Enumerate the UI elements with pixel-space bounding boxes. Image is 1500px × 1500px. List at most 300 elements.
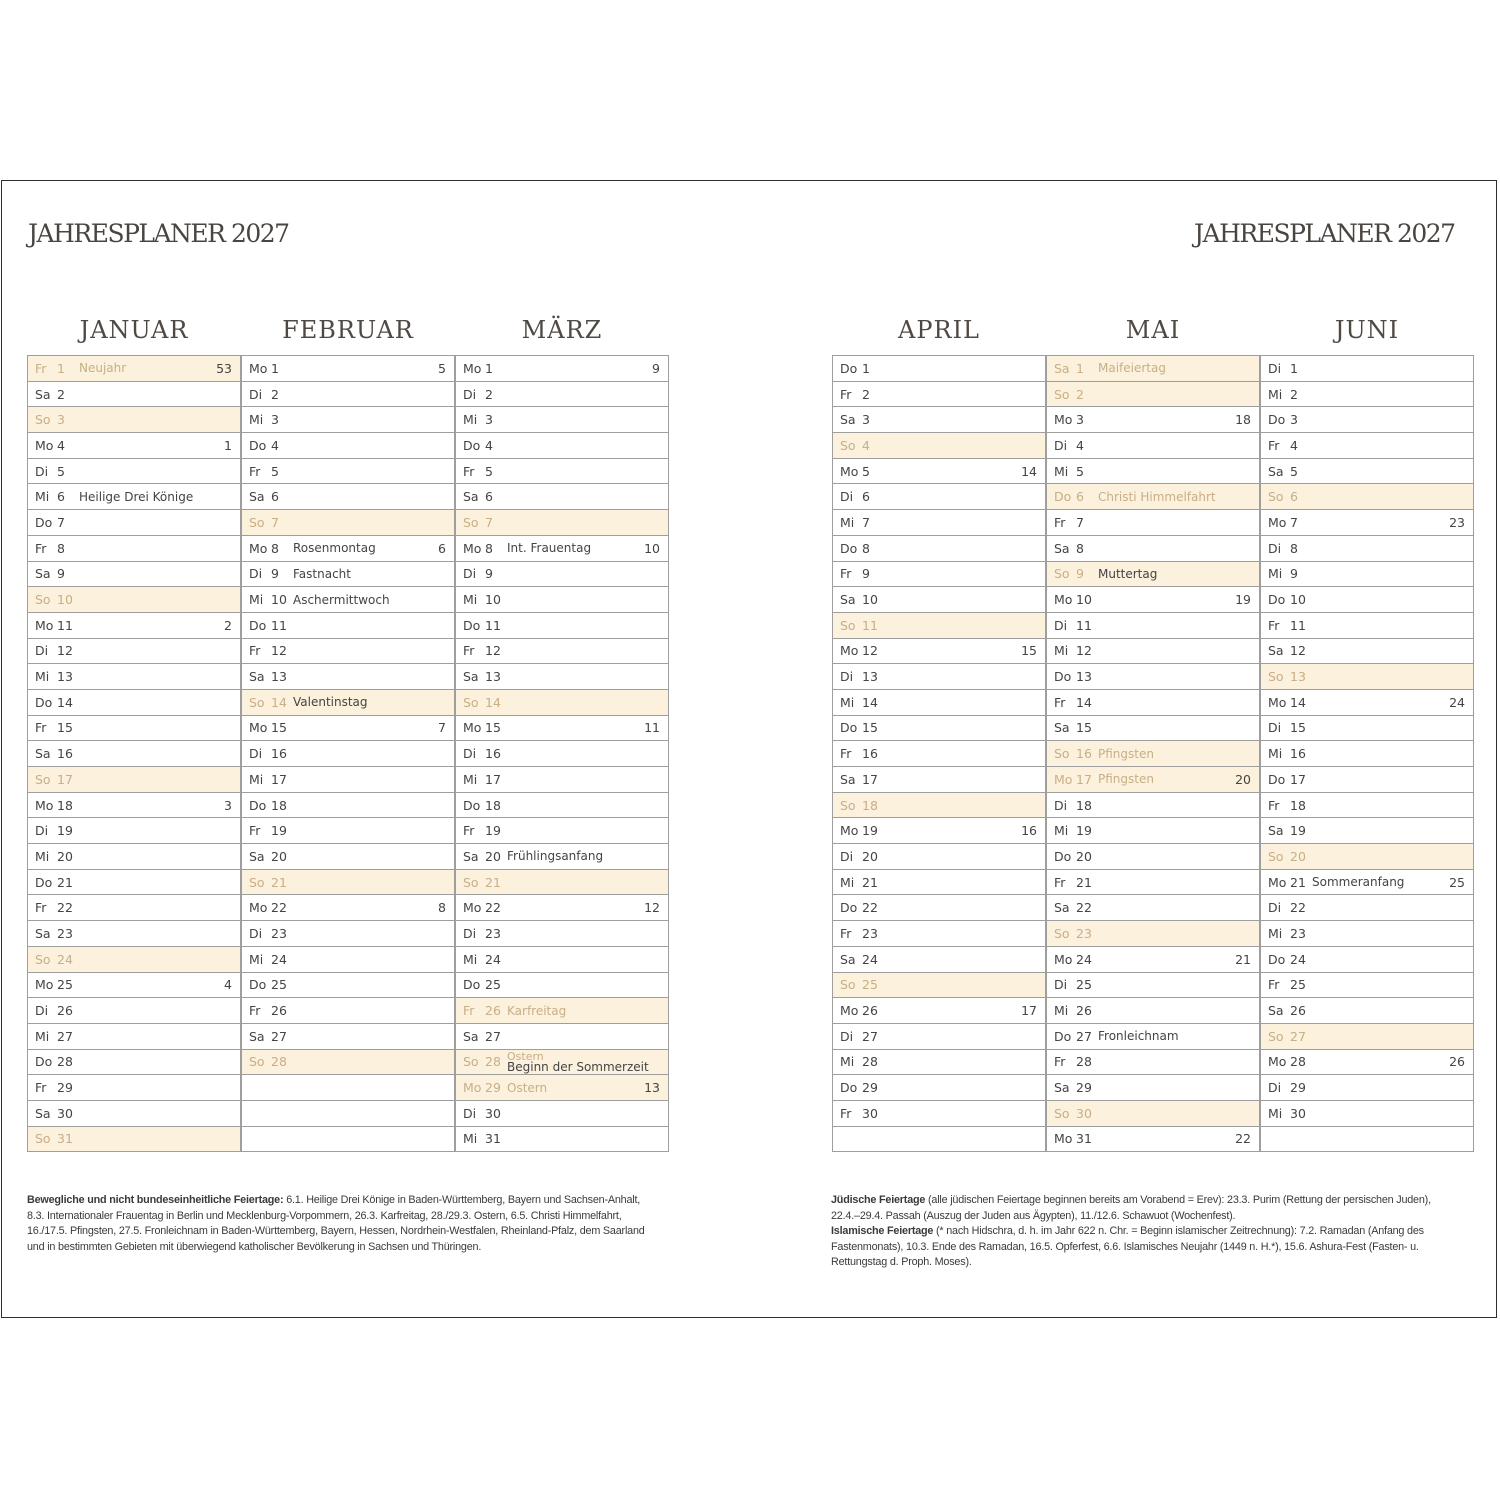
day-cell[interactable] (28, 921, 241, 947)
day-cell[interactable] (1261, 356, 1474, 382)
weekday-label: Di (840, 848, 854, 864)
month-title: MAI (1125, 316, 1181, 344)
day-cell[interactable] (1047, 895, 1260, 921)
day-cell[interactable] (1047, 869, 1260, 895)
day-cell[interactable] (242, 689, 455, 715)
day-cell[interactable] (833, 869, 1046, 895)
weekday-label: Di (1268, 540, 1282, 556)
day-number: 5 (271, 463, 279, 479)
weekday-label: Mi (1054, 1003, 1069, 1019)
day-cell[interactable] (1261, 612, 1474, 638)
day-cell[interactable] (242, 510, 455, 536)
day-cell[interactable] (1047, 844, 1260, 870)
day-cell[interactable] (242, 664, 455, 690)
day-cell[interactable] (456, 972, 669, 998)
day-cell[interactable] (242, 638, 455, 664)
day-cell[interactable] (242, 381, 455, 407)
day-cell[interactable] (833, 792, 1046, 818)
day-cell[interactable] (1047, 510, 1260, 536)
day-cell[interactable] (1047, 587, 1260, 613)
footnote-right-text-jewish: (alle jüdischen Feiertage beginnen bereits am Vorabend = Erev): 23.3. Purim (Rettung der persischen Juden), 22.4.–29.4. Passah (Auszug der Juden aus Ägypten), 11./12.6. Schawuot (Wochenfest). (831, 1194, 1431, 1222)
day-cell[interactable] (1261, 946, 1474, 972)
day-cell[interactable] (1261, 407, 1474, 433)
day-number: 19 (1076, 823, 1092, 839)
day-number: 17 (1076, 771, 1092, 787)
weekday-label: Fr (1054, 874, 1066, 890)
event-label: Heilige Drei Könige (79, 489, 194, 504)
day-number: 11 (485, 617, 501, 633)
day-cell[interactable] (28, 1126, 241, 1152)
week-number: 19 (1235, 592, 1251, 608)
day-number: 25 (1290, 977, 1306, 993)
day-cell[interactable] (28, 895, 241, 921)
day-cell[interactable] (833, 818, 1046, 844)
day-cell[interactable] (833, 612, 1046, 638)
day-number: 23 (1076, 925, 1092, 941)
day-cell[interactable] (456, 1126, 669, 1152)
day-cell[interactable] (1261, 921, 1474, 947)
day-cell[interactable] (242, 921, 455, 947)
day-number: 18 (271, 797, 287, 813)
day-cell[interactable] (833, 741, 1046, 767)
weekday-label: Fr (840, 1105, 852, 1121)
day-cell[interactable] (28, 818, 241, 844)
day-cell[interactable] (456, 433, 669, 459)
weekday-label: Fr (1268, 437, 1280, 453)
weekday-label: Fr (249, 463, 261, 479)
day-cell[interactable] (28, 998, 241, 1024)
day-cell[interactable] (833, 689, 1046, 715)
day-cell[interactable] (456, 869, 669, 895)
day-cell[interactable] (242, 1075, 455, 1101)
day-cell[interactable] (456, 535, 669, 561)
day-cell[interactable] (456, 844, 669, 870)
weekday-label: Mo (1054, 412, 1073, 428)
day-cell[interactable] (242, 946, 455, 972)
day-cell[interactable] (1261, 561, 1474, 587)
day-cell[interactable] (1261, 1075, 1474, 1101)
day-cell[interactable] (456, 381, 669, 407)
day-cell[interactable] (456, 638, 669, 664)
day-cell[interactable] (28, 1023, 241, 1049)
day-cell[interactable] (833, 998, 1046, 1024)
day-cell[interactable] (28, 510, 241, 536)
day-cell[interactable] (242, 869, 455, 895)
day-cell[interactable] (456, 818, 669, 844)
day-number: 6 (862, 489, 870, 505)
week-number: 10 (644, 540, 660, 556)
weekday-label: Do (35, 694, 53, 710)
day-cell[interactable] (28, 689, 241, 715)
day-cell[interactable] (28, 433, 241, 459)
day-cell[interactable] (1047, 433, 1260, 459)
day-number: 6 (485, 489, 493, 505)
day-number: 30 (862, 1105, 878, 1121)
weekday-label: Do (840, 720, 858, 736)
day-number: 4 (1076, 437, 1084, 453)
week-number: 2 (224, 617, 232, 633)
day-cell[interactable] (1047, 638, 1260, 664)
day-cell[interactable] (28, 1100, 241, 1126)
month-table (1046, 355, 1260, 1152)
weekday-label: Mi (35, 489, 50, 505)
day-cell[interactable] (1047, 458, 1260, 484)
day-cell[interactable] (1047, 715, 1260, 741)
day-cell[interactable] (1261, 972, 1474, 998)
day-cell[interactable] (456, 1049, 669, 1075)
weekday-label: Mo (463, 720, 482, 736)
weekday-label: Do (463, 977, 481, 993)
day-cell[interactable] (1261, 484, 1474, 510)
weekday-label: So (1268, 489, 1284, 505)
weekday-label: Mo (463, 900, 482, 916)
day-cell[interactable] (242, 895, 455, 921)
day-cell[interactable] (1047, 1126, 1260, 1152)
day-number: 14 (1290, 694, 1306, 710)
day-cell[interactable] (28, 484, 241, 510)
day-cell[interactable] (456, 458, 669, 484)
day-cell[interactable] (1261, 844, 1474, 870)
day-cell[interactable] (242, 844, 455, 870)
day-cell[interactable] (242, 612, 455, 638)
day-cell[interactable] (833, 458, 1046, 484)
day-cell[interactable] (456, 612, 669, 638)
day-cell[interactable] (456, 767, 669, 793)
weekday-label: Do (1054, 669, 1072, 685)
day-number: 12 (57, 643, 73, 659)
day-cell[interactable] (833, 381, 1046, 407)
day-cell[interactable] (1261, 818, 1474, 844)
day-cell[interactable] (28, 381, 241, 407)
month-table (241, 355, 455, 1152)
day-cell[interactable] (242, 792, 455, 818)
day-cell[interactable] (1047, 921, 1260, 947)
day-number: 19 (1290, 823, 1306, 839)
day-cell[interactable] (833, 561, 1046, 587)
day-cell[interactable] (1261, 535, 1474, 561)
weekday-label: Do (1054, 489, 1072, 505)
day-cell[interactable] (456, 895, 669, 921)
day-cell[interactable] (242, 1126, 455, 1152)
day-cell[interactable] (833, 1126, 1046, 1152)
day-number: 2 (1076, 386, 1084, 402)
day-cell[interactable] (456, 484, 669, 510)
day-number: 16 (271, 746, 287, 762)
day-number: 8 (271, 540, 279, 556)
weekday-label: Fr (840, 566, 852, 582)
day-cell[interactable] (456, 587, 669, 613)
day-cell[interactable] (1047, 1049, 1260, 1075)
day-cell[interactable] (28, 767, 241, 793)
day-cell[interactable] (833, 1023, 1046, 1049)
day-cell[interactable] (242, 998, 455, 1024)
day-cell[interactable] (833, 895, 1046, 921)
weekday-label: Mo (1268, 874, 1287, 890)
day-number: 16 (485, 746, 501, 762)
weekday-label: Do (1268, 951, 1286, 967)
day-cell[interactable] (28, 561, 241, 587)
day-number: 24 (57, 951, 73, 967)
day-number: 27 (485, 1028, 501, 1044)
day-cell[interactable] (1047, 484, 1260, 510)
day-number: 8 (1290, 540, 1298, 556)
weekday-label: Fr (1054, 694, 1066, 710)
weekday-label: Do (249, 617, 267, 633)
day-cell[interactable] (1047, 792, 1260, 818)
day-cell[interactable] (833, 844, 1046, 870)
day-cell[interactable] (456, 1075, 669, 1101)
day-number: 24 (1076, 951, 1092, 967)
day-number: 28 (57, 1054, 73, 1070)
day-cell[interactable] (1261, 715, 1474, 741)
day-cell[interactable] (1261, 458, 1474, 484)
day-number: 5 (485, 463, 493, 479)
weekday-label: Do (840, 900, 858, 916)
day-cell[interactable] (1261, 1126, 1474, 1152)
day-cell[interactable] (1047, 561, 1260, 587)
weekday-label: Sa (249, 489, 265, 505)
day-cell[interactable] (242, 1049, 455, 1075)
day-cell[interactable] (28, 869, 241, 895)
day-number: 10 (1290, 592, 1306, 608)
day-cell[interactable] (833, 767, 1046, 793)
day-number: 26 (1290, 1003, 1306, 1019)
day-cell[interactable] (28, 458, 241, 484)
day-cell[interactable] (28, 792, 241, 818)
day-cell[interactable] (833, 510, 1046, 536)
day-cell[interactable] (28, 535, 241, 561)
weekday-label: Do (463, 437, 481, 453)
weekday-label: Do (35, 874, 53, 890)
week-number: 7 (438, 720, 446, 736)
day-number: 14 (57, 694, 73, 710)
weekday-label: Fr (249, 823, 261, 839)
weekday-label: Mo (35, 617, 54, 633)
day-cell[interactable] (1047, 1023, 1260, 1049)
event-label: Int. Frauentag (507, 541, 592, 556)
day-cell[interactable] (1261, 587, 1474, 613)
day-cell[interactable] (28, 741, 241, 767)
day-number: 10 (862, 592, 878, 608)
day-cell[interactable] (456, 1023, 669, 1049)
day-cell[interactable] (242, 972, 455, 998)
day-number: 28 (862, 1054, 878, 1070)
day-cell[interactable] (833, 1075, 1046, 1101)
day-cell[interactable] (1047, 998, 1260, 1024)
weekday-label: So (840, 797, 856, 813)
day-number: 21 (1076, 874, 1092, 890)
day-cell[interactable] (242, 741, 455, 767)
week-number: 1 (224, 437, 232, 453)
day-cell[interactable] (28, 612, 241, 638)
day-cell[interactable] (1047, 972, 1260, 998)
day-number: 29 (485, 1080, 501, 1096)
day-cell[interactable] (242, 1023, 455, 1049)
day-cell[interactable] (28, 587, 241, 613)
day-cell[interactable] (242, 356, 455, 382)
day-cell[interactable] (456, 946, 669, 972)
day-number: 8 (862, 540, 870, 556)
day-cell[interactable] (1261, 895, 1474, 921)
day-number: 9 (57, 566, 65, 582)
month-table (1260, 355, 1474, 1152)
day-cell[interactable] (456, 356, 669, 382)
day-cell[interactable] (456, 998, 669, 1024)
day-cell[interactable] (833, 407, 1046, 433)
day-number: 30 (485, 1105, 501, 1121)
day-cell[interactable] (1047, 818, 1260, 844)
weekday-label: Fr (463, 643, 475, 659)
day-cell[interactable] (28, 407, 241, 433)
day-cell[interactable] (456, 741, 669, 767)
weekday-label: Do (840, 1080, 858, 1096)
day-cell[interactable] (456, 561, 669, 587)
day-cell[interactable] (456, 664, 669, 690)
day-cell[interactable] (1261, 433, 1474, 459)
day-number: 22 (271, 900, 287, 916)
day-cell[interactable] (456, 792, 669, 818)
day-cell[interactable] (242, 561, 455, 587)
weekday-label: Mo (463, 360, 482, 376)
day-cell[interactable] (242, 767, 455, 793)
day-cell[interactable] (28, 1075, 241, 1101)
day-number: 13 (271, 669, 287, 685)
weekday-label: Mi (463, 951, 478, 967)
day-number: 21 (862, 874, 878, 890)
day-cell[interactable] (456, 689, 669, 715)
week-number: 26 (1449, 1054, 1465, 1070)
day-cell[interactable] (456, 407, 669, 433)
day-number: 20 (1076, 848, 1092, 864)
day-cell[interactable] (1047, 767, 1260, 793)
day-cell[interactable] (28, 844, 241, 870)
day-cell[interactable] (1047, 946, 1260, 972)
weekday-label: Sa (1268, 823, 1284, 839)
weekday-label: Di (840, 1028, 854, 1044)
day-cell[interactable] (1261, 869, 1474, 895)
day-cell[interactable] (833, 587, 1046, 613)
weekday-label: Sa (840, 412, 856, 428)
day-number: 27 (1290, 1028, 1306, 1044)
day-cell[interactable] (833, 484, 1046, 510)
day-number: 6 (1076, 489, 1084, 505)
day-cell[interactable] (1261, 792, 1474, 818)
day-cell[interactable] (28, 1049, 241, 1075)
day-cell[interactable] (28, 946, 241, 972)
day-cell[interactable] (242, 484, 455, 510)
day-cell[interactable] (242, 818, 455, 844)
day-cell[interactable] (456, 510, 669, 536)
day-cell[interactable] (28, 638, 241, 664)
day-cell[interactable] (1261, 741, 1474, 767)
day-cell[interactable] (833, 433, 1046, 459)
day-cell[interactable] (1261, 1100, 1474, 1126)
day-cell[interactable] (1047, 1100, 1260, 1126)
day-cell[interactable] (833, 715, 1046, 741)
day-cell[interactable] (833, 535, 1046, 561)
day-cell[interactable] (833, 972, 1046, 998)
day-number: 5 (1290, 463, 1298, 479)
weekday-label: Sa (35, 746, 51, 762)
day-cell[interactable] (1261, 1023, 1474, 1049)
day-cell[interactable] (456, 921, 669, 947)
day-cell[interactable] (1047, 356, 1260, 382)
day-cell[interactable] (833, 1100, 1046, 1126)
day-cell[interactable] (1047, 535, 1260, 561)
day-number: 12 (1290, 643, 1306, 659)
weekday-label: Fr (840, 925, 852, 941)
day-number: 26 (862, 1003, 878, 1019)
event-label: Aschermittwoch (293, 592, 390, 607)
day-cell[interactable] (833, 921, 1046, 947)
day-cell[interactable] (833, 664, 1046, 690)
day-cell[interactable] (1261, 689, 1474, 715)
day-cell[interactable] (242, 587, 455, 613)
day-cell[interactable] (456, 1100, 669, 1126)
weekday-label: Do (249, 437, 267, 453)
day-number: 18 (485, 797, 501, 813)
week-number: 4 (224, 977, 232, 993)
day-number: 22 (485, 900, 501, 916)
weekday-label: Mi (1268, 386, 1283, 402)
day-cell[interactable] (28, 356, 241, 382)
weekday-label: Fr (35, 900, 47, 916)
day-cell[interactable] (1047, 381, 1260, 407)
weekday-label: Mi (249, 412, 264, 428)
day-cell[interactable] (1047, 407, 1260, 433)
day-cell[interactable] (28, 972, 241, 998)
day-cell[interactable] (1261, 381, 1474, 407)
day-cell[interactable] (1261, 638, 1474, 664)
weekday-label: Mi (1054, 643, 1069, 659)
day-cell[interactable] (1047, 1075, 1260, 1101)
day-number: 17 (271, 771, 287, 787)
weekday-label: Sa (35, 566, 51, 582)
day-cell[interactable] (1047, 612, 1260, 638)
month-title: MÄRZ (521, 316, 603, 344)
day-cell[interactable] (833, 946, 1046, 972)
day-cell[interactable] (1261, 998, 1474, 1024)
day-cell[interactable] (833, 356, 1046, 382)
day-number: 13 (1076, 669, 1092, 685)
day-cell[interactable] (242, 535, 455, 561)
day-cell[interactable] (456, 715, 669, 741)
weekday-label: Mi (249, 771, 264, 787)
weekday-label: Mo (463, 1080, 482, 1096)
weekday-label: Mi (1054, 463, 1069, 479)
day-cell[interactable] (242, 458, 455, 484)
day-cell[interactable] (28, 715, 241, 741)
day-cell[interactable] (1047, 741, 1260, 767)
day-cell[interactable] (242, 433, 455, 459)
day-cell[interactable] (28, 664, 241, 690)
weekday-label: Sa (463, 1028, 479, 1044)
day-cell[interactable] (1261, 1049, 1474, 1075)
day-cell[interactable] (833, 1049, 1046, 1075)
weekday-label: Fr (35, 720, 47, 736)
day-cell[interactable] (242, 1100, 455, 1126)
day-number: 2 (57, 386, 65, 402)
day-cell[interactable] (1047, 689, 1260, 715)
day-cell[interactable] (1047, 664, 1260, 690)
day-cell[interactable] (833, 638, 1046, 664)
weekday-label: Mo (1268, 514, 1287, 530)
day-cell[interactable] (242, 715, 455, 741)
day-cell[interactable] (1261, 664, 1474, 690)
day-cell[interactable] (1261, 767, 1474, 793)
day-cell[interactable] (242, 407, 455, 433)
day-cell[interactable] (1261, 510, 1474, 536)
